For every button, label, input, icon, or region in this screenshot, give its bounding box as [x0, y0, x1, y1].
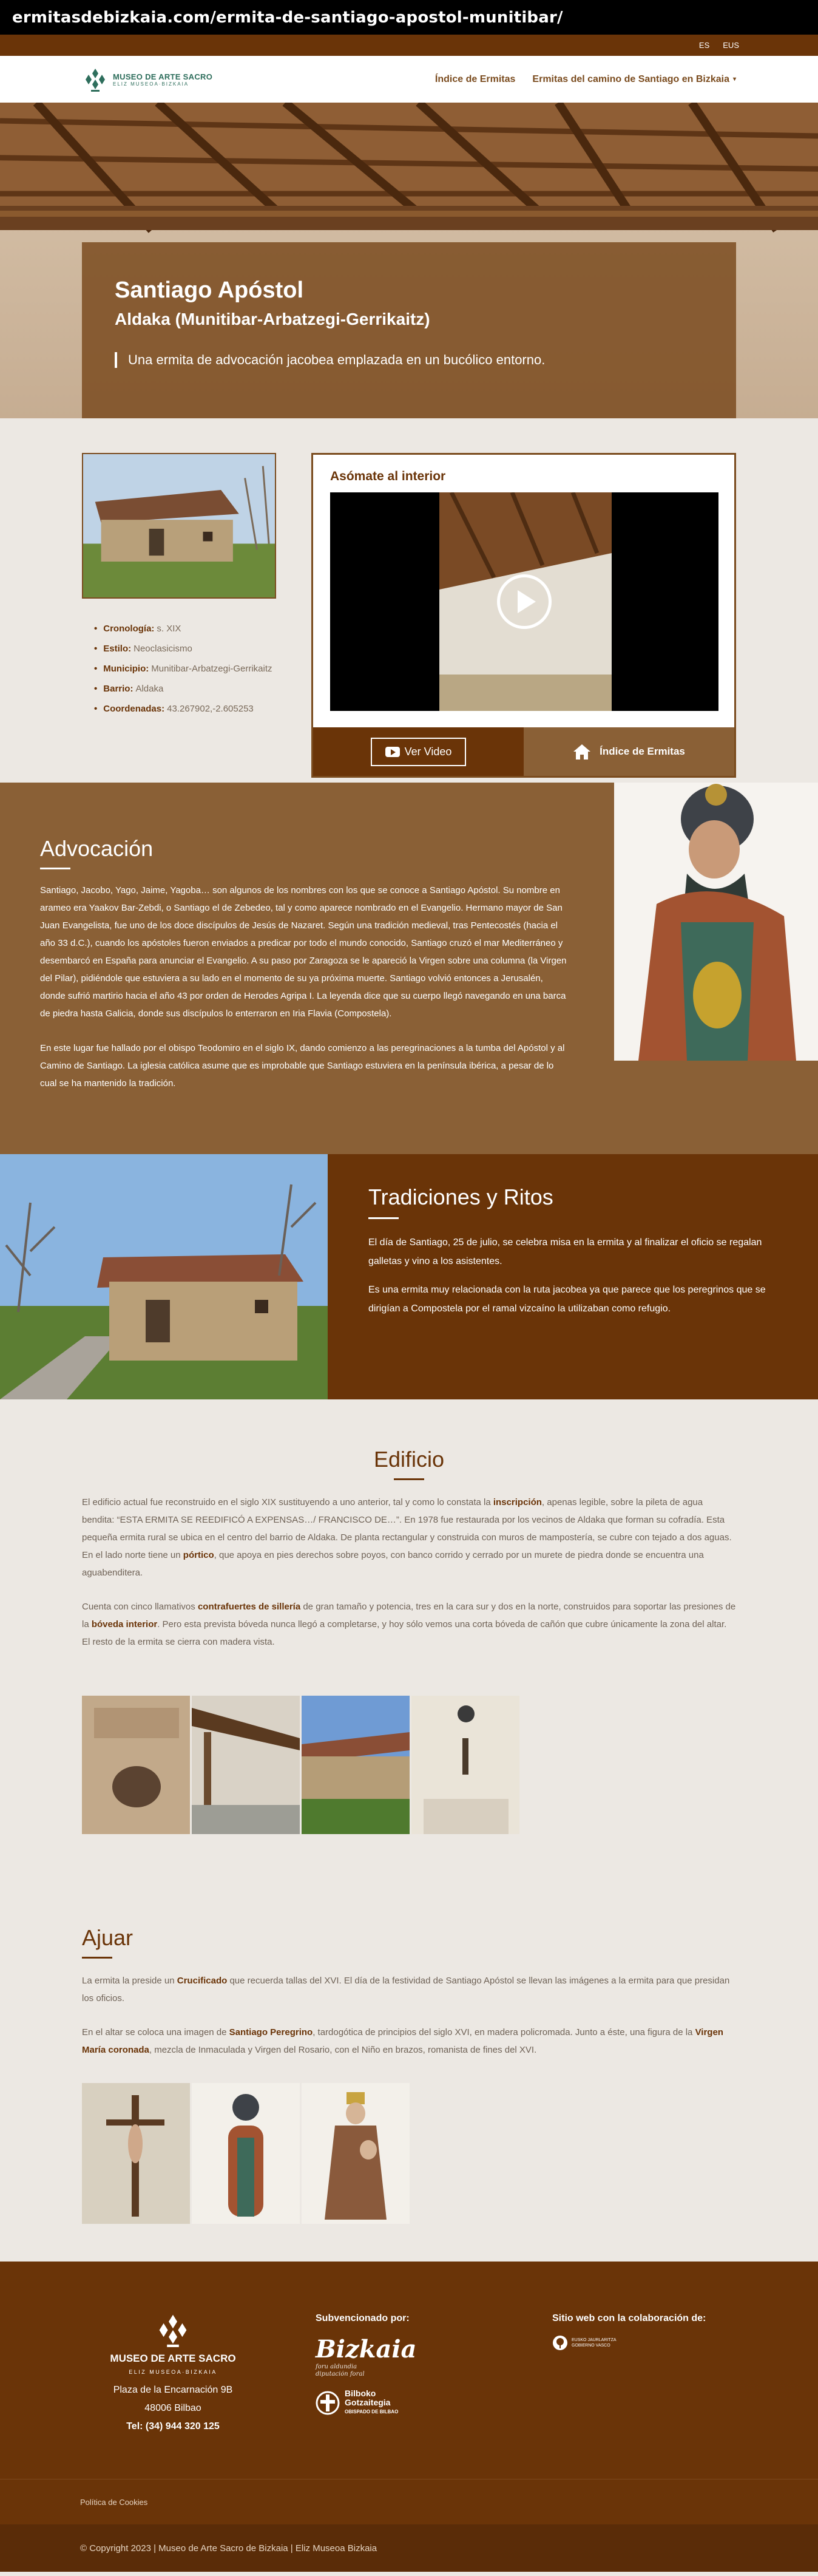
title-divider [82, 1957, 112, 1959]
nav-index[interactable]: Índice de Ermitas [434, 73, 516, 84]
tradiciones-p2: Es una ermita muy relacionada con la ruta jacobea ya que parece que los peregrinos que se dirigían a Compostela por el ramal vizcaíno la utilizaban como refugio. [368, 1285, 766, 1314]
footer-logo-tag: ELIZ MUSEOA·BIZKAIA [129, 2369, 217, 2375]
nav-camino[interactable] [532, 74, 736, 85]
tradiciones-text [368, 1233, 787, 1328]
edificio-p2: Cuenta con cinco llamativos contrafuertes de sillería de gran tamaño y potencia, tres en la cara sur y dos en la norte, construidos para soportar las presiones de la bóveda interior. Pero esta prevista bóveda nunca llegó a completarse, y hoy sólo vemos una corta bóveda de cañón que cubre únicamente la zona del altar. El resto de la ermita se cierra con madera vista. [82, 1602, 736, 1647]
contrafuertes-link[interactable]: contrafuertes de sillería [197, 1602, 301, 1612]
edificio-text [82, 1494, 736, 1667]
gallery-image-interior[interactable] [411, 1696, 519, 1834]
fact-cronologia: • Cronología: s. XIX [94, 619, 294, 639]
crucificado-link[interactable]: Crucificado [177, 1976, 228, 1986]
cross-emblem-icon [316, 2390, 340, 2416]
footer-subsidized [316, 2313, 473, 2416]
page-subtitle: Aldaka (Munitibar-Arbatzegi-Gerrikaitz) [115, 310, 430, 328]
index-button[interactable] [524, 727, 734, 776]
title-divider [368, 1217, 399, 1219]
fact-municipio: • Municipio: Munitibar-Arbatzegi-Gerrikaitz [94, 659, 294, 679]
ajuar-section [0, 1878, 818, 2262]
advocacion-p1: Santiago, Jacobo, Yago, Jaime, Yagoba… son algunos de los nombres con los que se conoce a Santiago Apóstol. Su nombre en arameo era Yaakov Bar-Zebdi, o Santiago el de Zebedeo, tal y como aparece nombrado en el Evangelio. Hermano mayor de San Juan Evangelista, fue uno de los doce discípulos de Jesús de Nazaret. Según una tradición medieval, tras Pentecostés (hacia el año 33 d.C.), cuando los apóstoles fueron enviados a predicar por todo el mundo conocido, Santiago cruzó el mar Mediterráneo y desembarcó en España para anunciar el Evangelio. A su paso por Zaragoza se le apareció la Virgen sobre una columna (la Virgen del Pilar), pidiéndole que estuviera a su lado en el momento de su ya próxima muerte. Santiago volvió entonces a Jerusalén, donde sufrió martirio hacia el año 43 por orden de Herodes Agripa I. La leyenda dice que su cuerpo llegó navegando en una barca de piedra hasta Galicia, donde sus discípulos lo enterraron en Iria Flavia (Compostela). [40, 885, 567, 1019]
nav-camino-label: Ermitas del camino de Santiago en Bizkaia [532, 73, 729, 84]
footer-city: 48006 Bilbao [144, 2403, 201, 2413]
hermitage-thumbnail[interactable] [82, 453, 276, 599]
video-card [311, 453, 736, 778]
youtube-icon [385, 747, 400, 757]
fact-estilo: • Estilo: Neoclasicismo [94, 639, 294, 659]
subsidized-heading: Subvencionado por: [316, 2313, 410, 2323]
ajuar-p1: La ermita la preside un Crucificado que recuerda tallas del XVI. El día de la festividad de Santiago Apóstol se llevan las imágenes a la ermita para que presidan los oficios. [82, 1976, 730, 2003]
advocacion-text [40, 882, 569, 1109]
page-title: Santiago Apóstol [115, 277, 304, 303]
watch-video-button[interactable] [371, 738, 467, 766]
copyright-text: © Copyright 2023 | Museo de Arte Sacro de Bizkaia | Eliz Museoa Bizkaia [80, 2543, 377, 2554]
gallery-image-inscription[interactable] [82, 1696, 190, 1834]
url-bar[interactable] [0, 0, 818, 35]
tree-emblem-icon [552, 2335, 568, 2351]
footer-links [0, 2479, 818, 2524]
footer-address: Plaza de la Encarnación 9B [113, 2385, 233, 2395]
inscripcion-link[interactable]: inscripción [493, 1497, 542, 1507]
fact-barrio: • Barrio: Aldaka [94, 679, 294, 699]
edificio-p1: El edificio actual fue reconstruido en el siglo XIX sustituyendo a uno anterior, tal y como lo constata la inscripción, apenas legible, sobre la pileta de agua bendita: “ESTA ERMITA SE REEDIFICÓ A EXPENSAS…/ FRANCISCO DE…”. En 1978 fue restaurada por los vecinos de Aldaka que forman su cofradía. Esta pequeña ermita rural se ubica en el centro del barrio de Aldaka. De planta rectangular y construida con muros de mampostería, se cubre con tejado a dos aguas. En el lado norte tiene un pórtico, que apoya en pies derechos sobre poyos, con banco corrido y cerrado por un murete de piedra donde se encuentra una aguabenditera. [82, 1497, 732, 1578]
url-text: ermitasdebizkaia.com/ermita-de-santiago-apostol-munitibar/ [12, 8, 563, 27]
logo-line2: ELIZ MUSEOA·BIZKAIA [113, 81, 189, 87]
edificio-title: Edificio [373, 1447, 445, 1472]
home-icon [573, 743, 591, 760]
tradiciones-section [0, 1154, 818, 1399]
boveda-link[interactable]: bóveda interior [91, 1619, 158, 1630]
top-bar [0, 35, 818, 56]
gallery-image-wall[interactable] [302, 1696, 410, 1834]
edificio-section [0, 1399, 818, 1878]
footer-collab [552, 2313, 734, 2351]
museum-logo-icon [85, 67, 106, 92]
gallery-image-santiago-statue[interactable] [192, 2083, 300, 2224]
tradiciones-title: Tradiciones y Ritos [368, 1184, 553, 1209]
advocacion-title: Advocación [40, 836, 154, 861]
hermitage-exterior-photo [0, 1154, 328, 1399]
cookies-link[interactable]: Política de Cookies [80, 2497, 148, 2507]
footer-logo-name: MUSEO DE ARTE SACRO [110, 2353, 236, 2364]
hero-box [82, 242, 736, 418]
lang-es-link[interactable]: ES [698, 41, 710, 50]
bizkaia-logo[interactable]: Bizkaia foru aldundia diputación foral [316, 2335, 417, 2377]
footer-phone[interactable]: Tel: (34) 944 320 125 [126, 2421, 220, 2432]
gallery-image-portico[interactable] [192, 1696, 300, 1834]
footer-copyright [0, 2524, 818, 2572]
video-footer [313, 727, 734, 776]
site-logo[interactable] [85, 67, 212, 92]
video-player[interactable] [330, 492, 718, 711]
obispado-logo[interactable]: Bilboko Gotzaitegia OBISPADO DE BILBAO [316, 2389, 473, 2416]
hero-tagline: Una ermita de advocación jacobea emplazada en un bucólico entorno. [115, 352, 703, 368]
site-header [0, 56, 818, 103]
site-footer [0, 2262, 818, 2479]
play-icon[interactable] [497, 574, 552, 629]
hero [0, 103, 818, 418]
advocacion-section [0, 783, 818, 1154]
ajuar-p2: En el altar se coloca una imagen de Santiago Peregrino, tardogótica de principios del siglo XVI, en madera policromada. Junto a éste, una figura de la Virgen María coronada, mezcla de Inmaculada y Virgen del Rosario, con el Niño en brazos, romanista de fines del XVI. [82, 2027, 723, 2055]
fact-coordenadas: • Coordenadas: 43.267902,-2.605253 [94, 699, 294, 719]
gallery-image-crucifix[interactable] [82, 2083, 190, 2224]
gobierno-vasco-logo[interactable]: EUSKO JAURLARITZA GOBIERNO VASCO [552, 2335, 734, 2351]
video-heading: Asómate al interior [330, 469, 446, 483]
ajuar-title: Ajuar [82, 1925, 134, 1950]
watch-video-label: Ver Video [404, 745, 452, 758]
collab-heading: Sitio web con la colaboración de: [552, 2313, 706, 2323]
title-divider [40, 868, 70, 869]
santiago-peregrino-link[interactable]: Santiago Peregrino [229, 2027, 313, 2037]
chevron-down-icon: ▾ [732, 76, 736, 83]
ajuar-text [82, 1972, 736, 2075]
lang-eus-link[interactable]: EUS [723, 41, 739, 50]
edificio-gallery [82, 1696, 519, 1834]
saint-james-statue-image [614, 783, 818, 1061]
footer-contact [82, 2313, 264, 2436]
portico-link[interactable]: pórtico [183, 1550, 214, 1560]
info-section [0, 418, 818, 783]
museum-logo-icon [158, 2313, 188, 2347]
logo-line1: MUSEO DE ARTE SACRO [113, 72, 213, 81]
facts-list [94, 619, 294, 719]
ajuar-gallery [82, 2083, 410, 2224]
virgen-maria-link[interactable]: Virgen María coronada [82, 2027, 723, 2055]
advocacion-p2: En este lugar fue hallado por el obispo Teodomiro en el siglo IX, dando comienzo a las peregrinaciones a la tumba del Apóstol y al Camino de Santiago. La iglesia católica asume que es improbable que Santiago estuviera en la península ibérica, a pesar de lo cual se ha mantenido la tradición. [40, 1043, 565, 1089]
tradiciones-p1: El día de Santiago, 25 de julio, se celebra misa en la ermita y al finalizar el oficio se regalan galletas y vino a los asistentes. [368, 1237, 762, 1266]
title-divider [394, 1478, 424, 1480]
gallery-image-virgin-statue[interactable] [302, 2083, 410, 2224]
index-button-label: Índice de Ermitas [600, 746, 685, 757]
main-nav [435, 74, 736, 85]
